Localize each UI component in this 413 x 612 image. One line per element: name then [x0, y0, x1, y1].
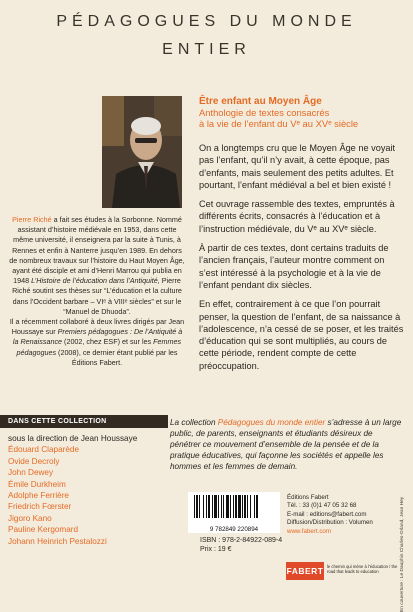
collection-text-start: La collection	[170, 418, 216, 427]
author-biography	[8, 215, 186, 368]
publisher-distribution: Diffusion/Distribution : Volumen	[287, 519, 373, 527]
publisher-phone: Tél. : 33 (0)1 47 05 32 68	[287, 502, 357, 510]
collection-author: Ovide Decroly	[8, 456, 60, 466]
price: Prix : 19 €	[200, 546, 232, 553]
bio-italic-title-1: L’Histoire de l’éducation dans l’Antiquité,	[31, 276, 160, 286]
bio-paragraph-1	[8, 215, 186, 317]
cover-credit: En couverture : Le Dauphin Charles-Orland, Jean Hey	[400, 496, 405, 612]
bio-text-1-end: Pierre Riché soutint ses thèses sur “L’éducation et la culture dans l’Occident barbare – VIᵉ à VIIIᵉ siècles” et sur le “Manuel de Dhuoda”.	[12, 276, 182, 316]
collection-list	[8, 433, 178, 547]
publisher-website: www.fabert.com	[287, 527, 332, 535]
collection-author: Émile Durkheim	[8, 479, 66, 489]
collection-author: Johann Heinrich Pestalozzi	[8, 536, 107, 546]
publisher-logo	[286, 562, 404, 580]
collection-author: Friedrich Fœrster	[8, 502, 72, 512]
series-title-line1: PÉDAGOGUES DU MONDE	[56, 13, 357, 30]
bio-italic-title-3: Femmes pédagogues	[16, 337, 182, 357]
collection-description	[170, 417, 405, 472]
description-paragraph: On a longtemps cru que le Moyen Âge ne voyait pas l’enfant, qu’il n’y avait, à cette époque, pas d’enfants, mais seulement des petits adultes. Et pourtant, l’enfant médiéval a bel et bien existé !	[199, 143, 396, 190]
description-paragraph: À partir de ces textes, dont certains traduits de l’ancien français, l’auteur montre comment on s’est intéressé à la psychologie et à la vie de l’enfant pendant dix siècles.	[199, 243, 389, 290]
publisher-email: E-mail : editions@fabert.com	[287, 510, 367, 518]
bio-text-2: Il a récemment collaboré à deux livres dirigés par Jean Houssaye sur	[9, 317, 185, 337]
book-title-block	[199, 96, 404, 129]
description-paragraph: Cet ouvrage rassemble des textes, empruntés à différents écrits, consacrés à l’éducation et à l’instruction médiévale, du Vᵉ au XVᵉ siècle.	[199, 199, 395, 234]
publisher-name: Éditions Fabert	[287, 494, 329, 501]
barcode	[188, 492, 280, 528]
collection-name: Pédagogues du monde entier	[217, 418, 326, 427]
collection-header-bar: DANS CETTE COLLECTION	[0, 415, 168, 428]
logo-wordmark: FABERT	[286, 562, 324, 580]
collection-author: Édouard Claparède	[8, 445, 80, 455]
bio-text-1: a fait ses études à la Sorbonne. Nommé assistant d’histoire médiévale en 1953, dans cette même université, il enseignera par la suite à Tunis, à Rennes et enfin à Nanterre jusqu’en 1989. En dehors de nombreux travaux sur l’histoire du Haut Moyen Âge, ayant été disciple et ami d’Henri Marrou qui publia en 1948	[9, 215, 185, 286]
bio-italic-title-2: Premiers pédagogues : De l’Antiquité à la Renaissance	[12, 327, 183, 347]
book-subtitle-line1: Anthologie de textes consacrés	[199, 107, 330, 118]
series-title-line2: ENTIER	[162, 41, 251, 58]
bio-text-2-mid: (2002, chez ESF) et sur les	[64, 337, 152, 347]
logo-tagline: le chemin qui mène à l’éducation / the road that leads to education	[327, 564, 398, 575]
series-title	[0, 8, 413, 64]
author-photo	[102, 96, 182, 208]
isbn: ISBN : 978-2-84922-089-4	[200, 537, 283, 544]
book-subtitle-line2: à la vie de l’enfant du Vᵉ au XVᵉ siècle	[199, 118, 359, 129]
collection-author: Jigoro Kano	[8, 513, 52, 523]
description-paragraph: En effet, contrairement à ce que l’on pourrait penser, la question de l’enfant, de sa naissance à l’adolescence, n’a cessé de se poser, et les traités d’éducation qui se sont multipliés, au cours de cette période, rendent compte de cette préoccupation.	[199, 299, 404, 371]
publisher-info	[287, 494, 402, 536]
bio-text-2-end: (2008), ce dernier étant publié par les Éditions Fabert.	[58, 347, 178, 367]
collection-author: John Dewey	[8, 468, 54, 478]
author-portrait-icon	[102, 96, 182, 208]
barcode-number: 9 782849 220894	[188, 526, 280, 533]
book-title: Être enfant au Moyen Âge	[199, 96, 322, 107]
book-description	[199, 142, 404, 379]
collection-author: Pauline Kergomard	[8, 525, 79, 535]
collection-author: Adolphe Ferrière	[8, 491, 69, 501]
collection-director: sous la direction de Jean Houssaye	[8, 434, 138, 443]
barcode-icon	[188, 492, 280, 520]
collection-text-rest: s’adresse à un large public, de parents, enseignants et étudiants désireux de pénétrer ce mouvement d’ensemble de la pensée et de la pratique éducatives, qui façonne les sociétés et appelle les hommes et les femmes de demain.	[170, 418, 402, 471]
bio-author-name: Pierre Riché	[12, 215, 52, 224]
bio-paragraph-2	[8, 317, 186, 368]
